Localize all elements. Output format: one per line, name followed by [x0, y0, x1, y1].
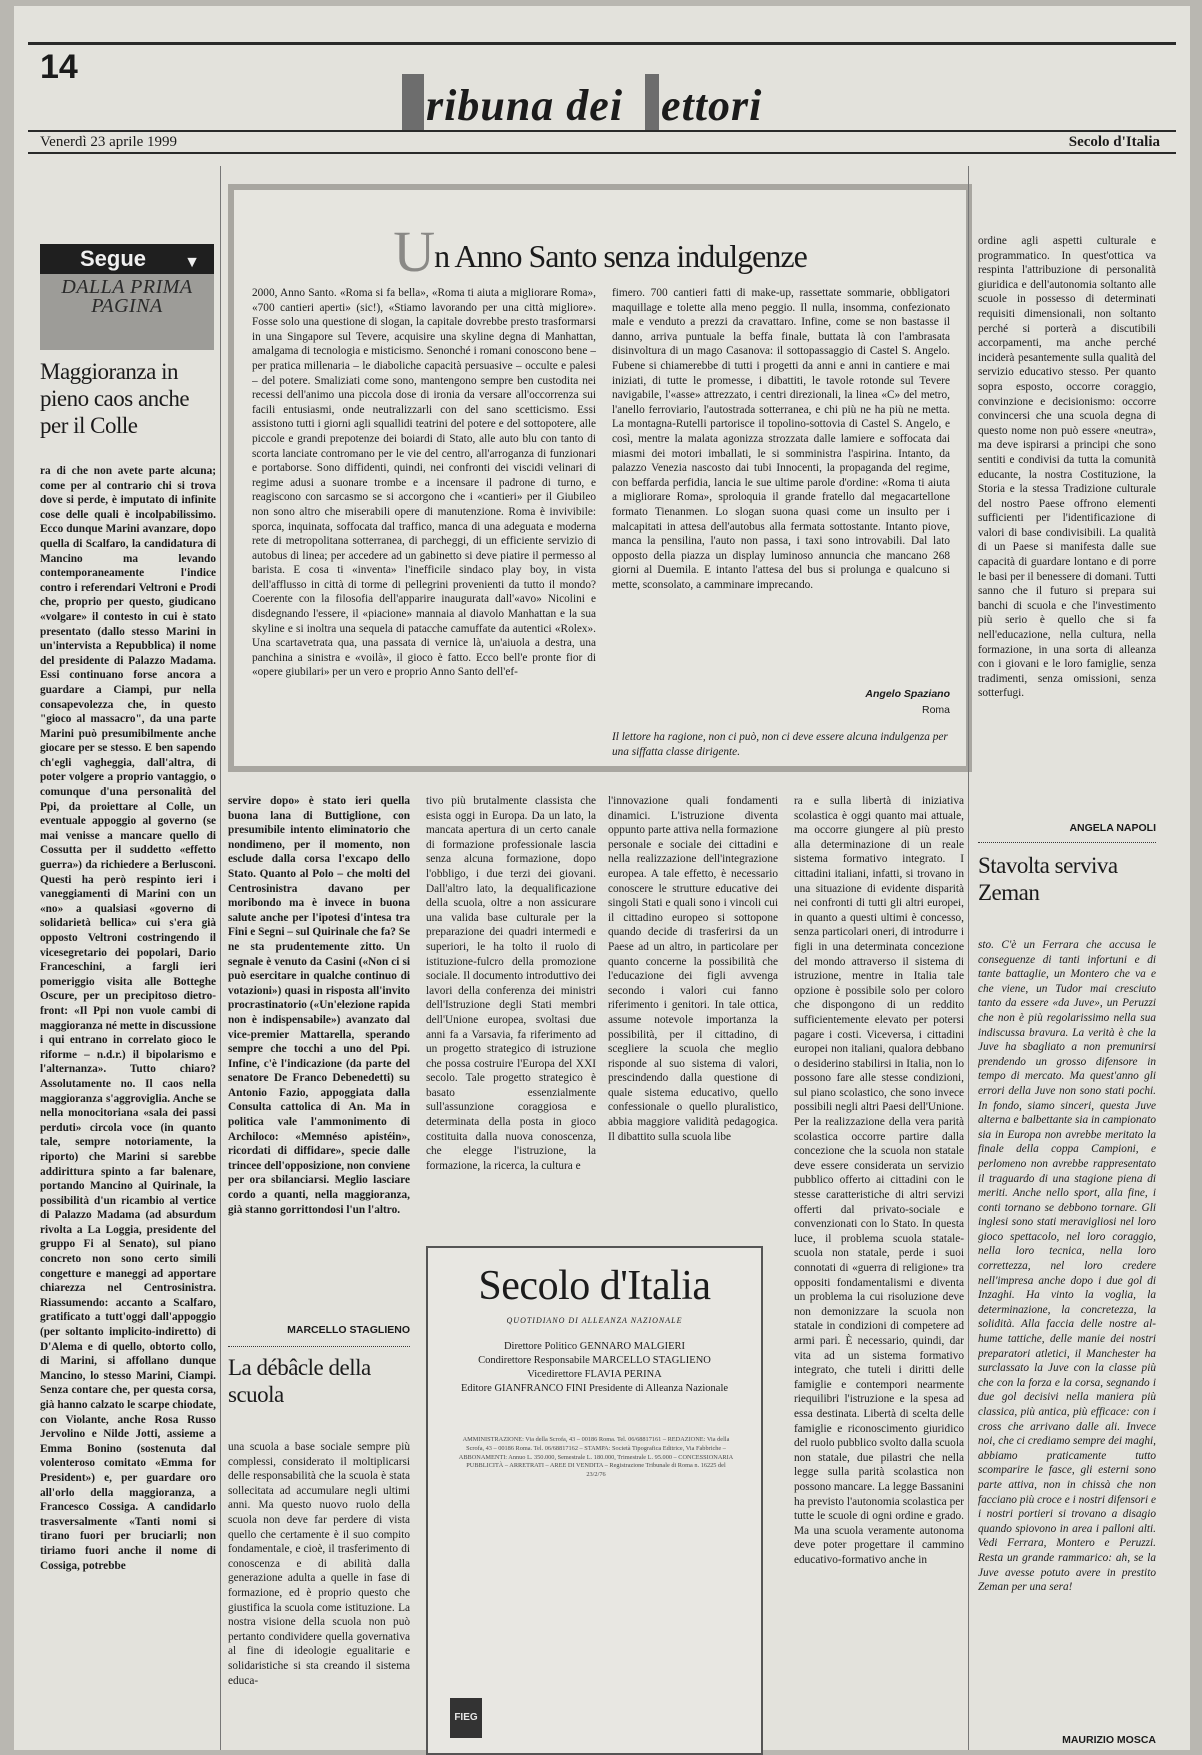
dotted-divider [978, 842, 1156, 843]
dotted-divider [228, 1346, 410, 1347]
page-number: 14 [40, 48, 78, 86]
school-col-1: tivo più brutalmente classista che esista oggi in Europa. Da un lato, la mancata apertura di un certo canale di formazione professionale lascia senza alcuna formazione, dopo l'obbligo, i due terzi dei giovani. Dall'altro lato, la dequalificazione della scuola, oltre a non assicurare una valida base culturale per la preparazione dei quadri intermedi e superiori, le ha tolto il ruolo di istituzione-fulcro della promozione sociale. Il documento introduttivo dei lavori della conferenza dei ministri dell'Istruzione degli Stati membri dell'Unione europea, svoltasi due anni fa a Varsavia, fa riferimento ad un progetto strategico di istruzione che possa costruire l'Europa del XXI secolo. Tale progetto strategico è basato essenzialmente sull'assunzione coraggiosa e determinata della posta in gioco costituita dalla nuova conoscenza, che elegge l'istruzione, la formazione, la ricerca, la cultura e [426, 795, 596, 1172]
letter-city: Roma [921, 704, 950, 716]
editor-reply: Il lettore ha ragione, non ci può, non ci deve essere alcuna indulgenza per una siffatta classe dirigente. [612, 731, 948, 758]
imprint-fine-print: AMMINISTRAZIONE: Via della Scrofa, 43 – 00186 Roma. Tel. 06/68817161 – REDAZIONE: Via della Scrofa, 43 – 00186 Roma. Tel. 06/68817162 – STAMPA: Società Tipografica Editrice, Via Fabbriche – ABBONAMENTI: Annuo L. 350.000, Semestrale L. 180.000, Trimestrale L. 95.000 – CONCESSIONARIA PUBBLICITÀ – ARRETRATI – AREE DI VENDITA – Registrazione Tribunale di Roma n. 16225 del 23/2/76 [458, 1436, 734, 1479]
header-rule [28, 130, 1176, 132]
header-bottom-rule [28, 152, 1176, 154]
dalla-prima-pagina: DALLA PRIMA PAGINA [40, 274, 214, 350]
letter-title-rest: n Anno Santo senza indulgenze [434, 238, 807, 274]
imprint-subtitle: QUOTIDIANO DI ALLEANZA NAZIONALE [506, 1316, 683, 1325]
school-col-4: ordine agli aspetti culturale e programmatico. In quest'ottica va respinta l'attribuzione di personalità giuridica e dell'autonomia soltanto alle scuole in possesso di determinati requisiti dimensionali, non soltanto perché si porterà a discutibili accorpamenti, ma anche perché inciderà pesantemente sulla qualità del servizio educativo stesso. Per quanto sopra esposto, occorre coraggio, convinzione e decisionismo: occorre convincersi che una scuola degna di questo nome non può essere «neutra», ma deve ispirarsi a principi che sono sentiti e condivisi da tutta la comunità educante, la nostra Costituzione, la Storia e la stessa Tradizione culturale del nostro Paese offrono elementi sufficienti per l'identificazione di valori di base condivisibili. La qualità di un Paese si manifesta dalle sue capacità di guardare lontano e di porre le basi per il benessere di domani. Tutti sanno che il futuro si prepara sui banchi di scuola e che l'investimento più serio è quello che si fa nell'educazione, nella cultura, nella formazione, in una sorta di alleanza con i giovani e le loro famiglie, senza tradimenti, senza omissioni, senza sotterfugi. [978, 235, 1156, 700]
letter-col-1: 2000, Anno Santo. «Roma si fa bella», «Roma ti aiuta a migliorare Roma», «700 cantieri aperti» (sic!), «Stiamo lavorando per una città migliore». Fosse solo una questione di slogan, la capitale dovrebbe presto trasformarsi in una Singapore sul Tevere, acquisire una skyline degna di Manhattan, amalgama di tecnologia e misticismo. Senonché i romani conoscono bene – per pratica millenaria – le diaboliche capacità persuasive – occulte e palesi – del potere. Smaliziati come sono, mantengono sempre ben custodita nei recessi dell'animo una piccola dose di ironia da versare all'occorrenza sui facili entusiasmi, onde neutralizzarli con del sano scetticismo. Essi assistono tutti i giorni agli squallidi teatrini del potere e del sottopotere, alle piccole e grandi prepotenze dei boiardi di Stato, alle auto blu con tanto di scorta lanciate contromano per le vie del centro, all'arroganza di funzionari e portaborse. Sono diffidenti, quindi, nei confronti dei viscidi velinari di regime adusi a suonare trombe e a incensare il padrone di turno, e reagiscono con sarcasmo se si accorgono che i «cantieri» per il Giubileo non sono altro che miserabili opere di manutenzione. Roma è invivibile: sporca, inquinata, soffocata dal traffico, manca di una adeguata e moderna rete di metropolitana sotterranea, di parcheggi, di un efficiente servizio di autobus di linea; per accedere ad un gabinetto si deve piatire il permesso al barista. E cosa ti «inventa» l'inefficile sindaco play boy, in vista dell'afflusso in città di torme di pellegrini provenienti da tutto il mondo? Coerente con la filosofia dell'apparire inaugurata dall'«avo» Nicolini e disdegnando l'essere, il «piacione» mannaia al diavolo Manhattan e la sua skyline e si inoltra una sequela di patacche camuffate da autentici «Rolex». Una scartavetrata qua, una passata di vernice là, un'aiuola a destra, una panchina a sinistra e «voilà», il gioco è fatto. Ecco bell'e pronte fior di «opere giubilari» per un vero e proprio Anno Santo dell'ef- [252, 287, 596, 679]
imprint-box [426, 1246, 763, 1755]
masthead-initial-t [402, 74, 424, 130]
imprint-staff-line: Direttore Politico GENNARO MALGIERI [503, 1341, 686, 1352]
segue-label: Segue [80, 246, 147, 271]
section-masthead [402, 74, 762, 131]
newspaper-page [14, 6, 1190, 1750]
imprint-staff-line: Vicedirettore FLAVIA PERINA [527, 1369, 662, 1380]
napoli-signature: ANGELA NAPOLI [1069, 822, 1156, 834]
zeman-title: Stavolta serviva Zeman [978, 853, 1118, 905]
left-article-body: ra di che non avete parte alcuna; come per al contrario chi si trova dove si perde, è imputato di infinite cose delle quali è incolpabilissimo. Ecco dunque Marini avanzare, dopo quella di Scalfaro, la candidatura di Mancino ma levando contemporaneamente l'indice contro i referendari Veltroni e Prodi che, proprio per questo, giudicano «volgare» il contesto in cui è stato presentato (dallo stesso Marini in un'intervista a Repubblica) il nome del presidente di Palazzo Madama. Essi continuano forse ancora a guardare a Ciampi, pur nella consapevolezza che, in questo "gioco al massacro", da una parte Marini può presumibilmente anche giocare per se stesso. E ben sapendo ch'egli vagheggia, dall'altra, di poter volgere a proprio vantaggio, o comunque d'una personalità del Ppi, da proiettare al Colle, un eventuale appoggio al governo (se mai venisse a mancare quello di Cossutta per il suddetto «effetto guerra») da richiedere a Berlusconi. Questi ha però respinto ieri i vaneggiamenti di Marini con un «no» a qualsiasi «governo di solidarietà bellica» cui s'era già opposto Veltroni costringendo il vicesegretario dei popolari, Dario Franceschini, a fargli ieri pomeriggio visita alle Botteghe Oscure, per un precipitoso dietro-front: «Il Ppi non vuole cambi di maggioranza né mette in discussione i qui entrano in correlato gioco le riforme – n.d.r.) il bipolarismo e l'alternanza». Tutto chiaro? Assolutamente no. Il caos nella maggioranza s'aggroviglia. Anche se nella monocitoriana «sala dei passi perduti» circola voce (in quanto tale, sempre notoriamente, la riporto) che Marini si sarebbe addirittura spinto a far balenare, portando Mancino al Quirinale, la possibilità d'un ricambio al vertice di Palazzo Madama (ad absurdum rivolta a La Loggia, presidente del gruppo Fi al Senato), sul piano concreto non sono certo simili congetture e maneggi ad apportare chiarezza nel Centrosinistra. Riassumendo: accanto a Scalfaro, gratificato a tutt'oggi dall'appoggio (per soltanto implicito-indiretto) di D'Alema e di quello, obtorto collo, di Marini, si affollano dunque Mancino, lo stesso Marini, Ciampi. Senza contare che, per questa corsa, già hanno calzato le scarpe chiodate, con Violante, anche Rosa Russo Jervolino e Nilde Jotti, assieme a Emma Bonino (sostenuta dal volenteroso comitato «Emma for President») e, per guardare oro all'orlo della maggioranza, a Francesco Cossiga. A candidarlo trasversalmente «Tanti nomi si tirano fuori per bruciarli; non tiriamo fuori anche il nome di Cossiga, potrebbe [40, 465, 216, 1572]
masthead-part1: ribuna dei [426, 81, 636, 130]
mosca-signature: MAURIZIO MOSCA [1062, 1734, 1156, 1746]
staglieno-signature: MARCELLO STAGLIENO [287, 1324, 410, 1336]
school-col-2: l'innovazione quali fondamenti dinamici. L'istruzione diventa oppunto parte attiva nella formazione personale e sociale dei cittadini e nella realizzazione dell'integrazione europea. A tale effetto, è necessario conoscere le strutture educative dei singoli Stati e quali sono i vincoli cui il cittadino europeo si sottopone quando decide di trasferirsi da un Paese ad un altro, in particolare per quanto concerne la possibilità che l'educazione dei figli avvenga secondo i valori cui fanno riferimento i genitori. In tale ottica, assume notevole importanza la possibilità, per il cittadino, di scegliere la scuola che meglio risponde al suo sistema di valori, prescindendo dalla questione di quale sistema educativo, quello confessionale o quello pluralistico, abbia maggiore validità pedagogica. Il dibattito sulla scuola libe [608, 795, 778, 1143]
imprint-staff-line: Condirettore Responsabile MARCELLO STAGLIENO [478, 1355, 711, 1366]
masthead-part2: ettori [661, 81, 763, 130]
continuation-col: servire dopo» è stato ieri quella buona lana di Buttiglione, con presumibile intento eliminatorio che nondimeno, per il momento, non esclude dalla corsa l'excapo dello Stato. Quanto al Polo – che molti del Centrosinistra davano per moribondo ma è invece in buona salute anche per l'ipotesi d'intesa tra Fini e Segni – sul Quirinale che fa? Se ne sta prudentemente zitto. Un segnale è venuto da Casini («Non ci si può esercitare in qualche continuo di votazioni») quasi in risposta all'invito procrastinatorio («Un'elezione rapida non è indispensabile») avanzato dal vice-premier Mattarella, sperando sempre che tocchi a uno del Ppi. Infine, c'è l'indicazione (da parte del senatore De Franco Debenedetti) su Antonio Fazio, appoggiata dalla Consulta cattolica di An. Ma in politica vale l'ammonimento di Archiloco: «Memnéso apistéin», ricordati di diffidare», specie dalle trincee dell'opposizione, non conviene per ora sbilanciarsi. Meglio lasciare cordo a quanti, nella maggioranza, già stanno gorrittondosi l'un l'altro. [228, 795, 410, 1216]
triangle-down-icon: ▼ [184, 254, 200, 271]
letter-title-initial: U [393, 219, 435, 284]
letter-box [228, 184, 972, 772]
segue-banner [40, 244, 214, 274]
fieg-logo: FIEG [450, 1698, 482, 1738]
issue-date: Venerdì 23 aprile 1999 [40, 134, 178, 150]
imprint-title: Secolo d'Italia [478, 1263, 711, 1309]
debacle-title: La débâcle della scuola [228, 1355, 371, 1407]
masthead-initial-l [645, 74, 659, 130]
imprint-staff-line: Editore GIANFRANCO FINI Presidente di Alleanza Nazionale [460, 1383, 729, 1394]
letter-title [234, 218, 966, 285]
debacle-body: una scuola a base sociale sempre più complessi, considerato il moltiplicarsi delle responsabilità che la scuola è stata sollecitata ad accumulare negli ultimi anni. Ma questo nuovo ruolo della scuola non deve far perdere di vista quello che certamente è il suo compito fondamentale, e cioè, il trasferimento di conoscenza e di abilità dalla generazione adulta a quelle in fase di formazione, ed è proprio questo che giustifica la scuola come istituzione. La nostra visione della scuola non può pertanto condividere quella governativa al fine di ideologie egualitarie e solidaristiche si sta creando il sistema educa- [228, 1441, 410, 1687]
paper-name: Secolo d'Italia [1068, 134, 1160, 150]
school-col-3: ra e sulla libertà di iniziativa scolastica è oggi quanto mai attuale, ma occorre giungere al più presto alla determinazione di un reale sistema formativo integrato. I cittadini italiani, infatti, si trovano in una situazione di evidente disparità nei confronti di tutti gli altri europei, in quanto a questi ultimi è concesso, senza particolari oneri, di introdurre i figli in una determinata concezione del mondo attraverso il sistema di istruzione, mentre in Italia tale opzione è possibile solo per coloro che dispongono di un reddito sufficientemente elevato per potersi pagare i costi. Viceversa, i cittadini europei non italiani, qualora debbano o desiderino stabilirsi in Italia, non lo possono fare alle stesse condizioni, sul piano scolastico, che sono invece possibili negli altri Paesi dell'Unione. Per la realizzazione della vera parità scolastica occorre partire dalla concezione che la scuola non statale deve essere considerata un servizio pubblico offerto ai cittadini con le stesse caratteristiche di altri servizi offerti dal privato-sociale e convenzionati con lo Stato. In questa luce, il problema scuola statale-scuola non statale, perde i suoi connotati di «guerra di religione» tra oppositi fondamentalismi e diventa un problema la cui risoluzione deve non demonizzare la scuola non statale in condizioni di competere ad armi pari. È necessario, quindi, dar vita ad un sistema formativo integrato, che tuteli i diritti delle famiglie e contempori nearmente riequilibri l'istruzione e la spesa ad essa destinata. Libertà di scelta delle famiglie e riconoscimento giuridico del ruolo pubblico svolto dalla scuola non statale, due pilastri che nella legge sulla parità scolastica non possono mancare. La legge Bassanini ha previsto l'autonomia scolastica per tutte le scuole di ogni ordine e grado. Ma una scuola veramente autonoma deve poter progettare il cammino educativo-formativo anche in [794, 795, 964, 1566]
column-rule [968, 166, 969, 1750]
letter-signature: Angelo Spaziano [865, 688, 950, 700]
column-rule [220, 166, 221, 1750]
left-article-title: Maggioranza in pieno caos anche per il Colle [40, 359, 190, 438]
imprint-staff [428, 1340, 761, 1396]
top-rule [28, 42, 1176, 45]
zeman-body: sto. C'è un Ferrara che accusa le conseguenze di tanti infortuni e di tante battaglie, un Montero che va e che viene, un Tudor mai cresciuto tanto da essere «da Juve», un Peruzzi che non è più regolarissimo nella sua indiscussa bravura. La verità è che la Juve ha sbagliato a non premunirsi prendendo un grosso difensore in tempo di mercato. Ma quest'anno gli errori della Juve non sono stati pochi. In fondo, siamo sinceri, questa Juve alterna e balbettante sia in campionato sia in Europa non avrebbe meritato la finale della coppa Campioni, e perlomeno non avrebbe rappresentato il traguardo di una stagione piena di meriti. Anche nello sport, alla fine, i conti tornano se debbono tornare. Gli inglesi sono stati meravigliosi nel loro gioco spettacolo, nel loro coraggio, nella loro tecnica, nella loro correttezza, nel loro credere nell'impresa anche dopo i due gol di Inzaghi. Ha vinto la voglia, la determinazione, la concretezza, la solidità. Alla faccia delle nostre al-hume tattiche, delle manie dei nostri preparatori atletici, il Manchester ha surclassato la Juve con la classe più che con la forza e la corsa, segnando i due gol decisivi nella maniera più classica, più antica, più efficace: con i cross che arrivano dalle ali. Invece noi, che ci crediamo sempre dei maghi, abbiamo praticamente tutto scomparire le fasce, gli esterni sono parte attiva, non in chissà che non facciano più croce e i nostri difensori e i nostri portieri si trovano a disagio quando spiovono in area i palloni alti. Vedi Ferrara, Montero e Peruzzi. Resta un grande rammarico: ah, se la Juve avesse potuto avere in prestito Zeman per una sera! [978, 939, 1156, 1594]
letter-col-2: fimero. 700 cantieri fatti di make-up, rassettate sommarie, obbligatori maquillage e tolette alla meno peggio. Il nulla, insomma, confezionato male e venduto a prezzi da cravattaro. Infine, come se non bastasse il danno, arriva puntuale la beffa finale, buttata là con l'ambrasata disinvoltura di un mago Casanova: il sottopassaggio di Castel S. Angelo. Fubene si chiamerebbe di tutti i progetti da anni e anni in cantiere e mai iniziati, di tutte le promesse, i dibattiti, le tavole rotonde sul Tevere navigabile, l'«asse» attrezzato, i centri direzionali, la linea «C» del metro, l'anello ferroviario, l'autostrada sotterranea, e chi più ne ha più ne metta. La montagna-Rutelli partorisce il topolino-sottovia di Castel S. Angelo, e così, mentre la malata agonizza strozzata dalle lamiere e soffocata dai miasmi dei motori imballati, le si somministra l'aspirina. Intanto, da palazzo Venezia nascosto dai tubi Innocenti, la propaganda del regime, con beffarda perfidia, lancia le sue ultime parole d'ordine: «Roma ti aiuta a migliorare Roma», sproloquia il grande fratello dal megacartellone formato Tienanmen. Lo slogan suona quasi come un insulto per i malcapitati in attesa dell'autobus alla fermata sottostante. Intanto piove, manca la pensilina, l'auto non passa, i taxi sono introvabili. Dal lato opposto della piazza un display luminoso annuncia che mancano 268 giorni al Duemila. E intanto l'attesa del bus si prolunga e qualcuno si mette, sconsolato, a camminare imprecando. [612, 287, 950, 591]
